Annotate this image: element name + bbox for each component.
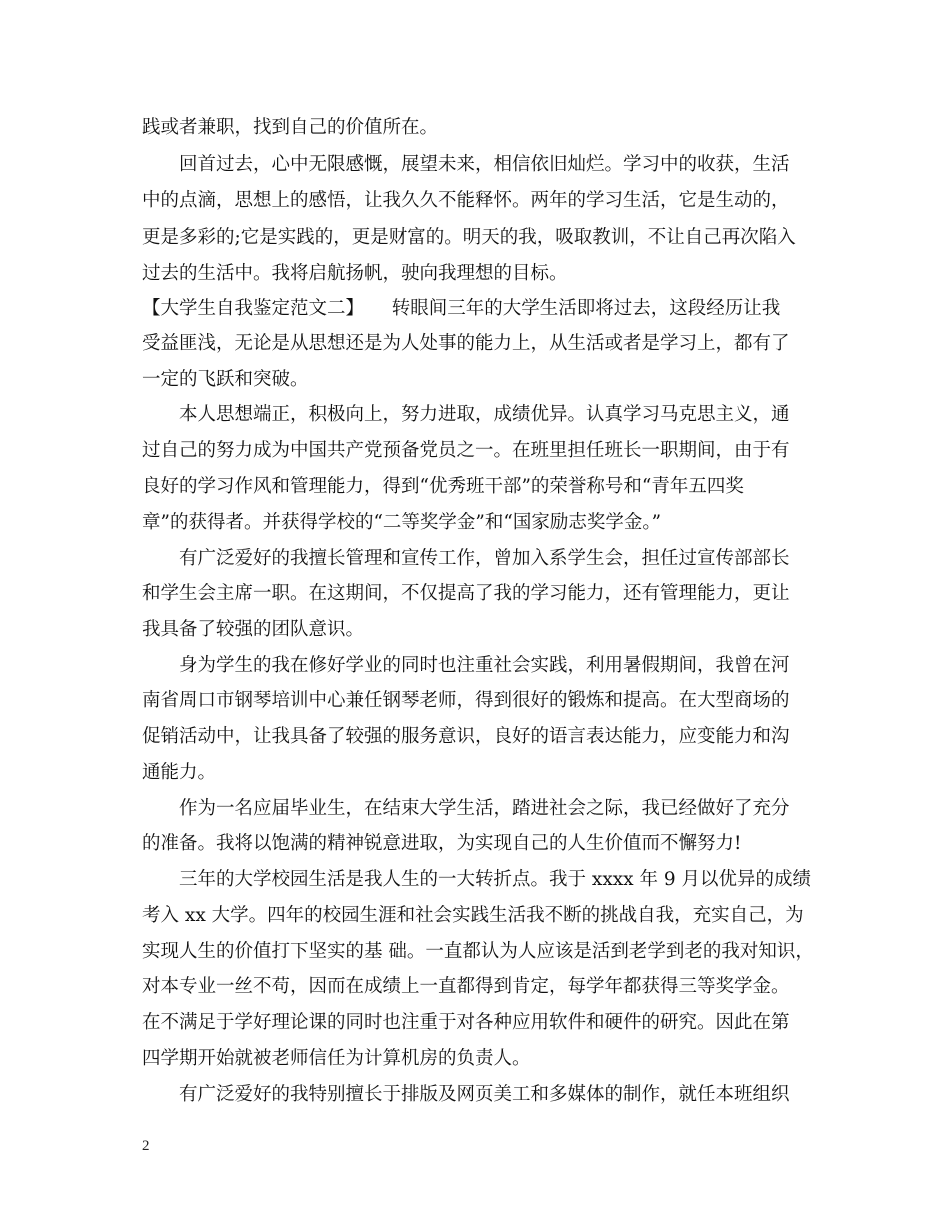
text-line: 的准备。我将以饱满的精神锐意进取，为实现自己的人生价值而不懈努力! xyxy=(142,833,742,854)
text-line: 通能力。 xyxy=(142,762,217,783)
text-line: 有广泛爱好的我特别擅长于排版及网页美工和多媒体的制作，就任本班组织 xyxy=(142,1084,790,1105)
text-line: 过自己的努力成为中国共产党预备党员之一。在班里担任班长一职期间，由于有 xyxy=(142,440,790,461)
text-line: 本人思想端正，积极向上，努力进取，成绩优异。认真学习马克思主义，通 xyxy=(142,404,790,425)
text-line: 三年的大学校园生活是我人生的一大转折点。我于 xxxx 年 9 月以优异的成绩 xyxy=(142,869,812,890)
text-line: 受益匪浅，无论是从思想还是为人处事的能力上，从生活或者是学习上，都有了 xyxy=(142,333,790,354)
text-line: 践或者兼职，找到自己的价值所在。 xyxy=(142,117,439,138)
text-line: 身为学生的我在修好学业的同时也注重社会实践，利用暑假期间，我曾在河 xyxy=(142,655,790,676)
text-line: 中的点滴，思想上的感悟，让我久久不能释怀。两年的学习生活，它是生动的， xyxy=(142,190,790,211)
page-number: 2 xyxy=(142,1138,150,1154)
text-line: 作为一名应届毕业生，在结束大学生活，踏进社会之际，我已经做好了充分 xyxy=(142,798,790,819)
text-line: 考入 xx 大学。四年的校园生涯和社会实践生活我不断的挑战自我，充实自己，为 xyxy=(142,905,804,926)
text-line: 章”的获得者。并获得学校的“二等奖学金”和“国家励志奖学金。” xyxy=(142,512,662,533)
text-line: 有广泛爱好的我擅长管理和宣传工作，曾加入系学生会，担任过宣传部部长 xyxy=(142,548,790,569)
text-line: 在不满足于学好理论课的同时也注重于对各种应用软件和硬件的研究。因此在第 xyxy=(142,1012,790,1033)
text-line: 实现人生的价值打下坚实的基 础。一直都认为人应该是活到老学到老的我对知识， xyxy=(142,941,814,962)
text-line: 一定的飞跃和突破。 xyxy=(142,369,309,390)
text-line: 过去的生活中。我将启航扬帆，驶向我理想的目标。 xyxy=(142,263,568,284)
section-heading-line: 【大学生自我鉴定范文二】 转眼间三年的大学生活即将过去，这段经历让我 xyxy=(142,298,781,319)
text-line: 我具备了较强的团队意识。 xyxy=(142,619,365,640)
text-line: 和学生会主席一职。在这期间，不仅提高了我的学习能力，还有管理能力，更让 xyxy=(142,583,790,604)
text-line: 四学期开始就被老师信任为计算机房的负责人。 xyxy=(142,1048,531,1069)
text-line: 更是多彩的;它是实践的，更是财富的。明天的我，吸取教训，不让自己再次陷入 xyxy=(142,227,796,248)
text-line: 回首过去，心中无限感慨，展望未来，相信依旧灿烂。学习中的收获，生活 xyxy=(142,154,790,175)
text-line: 对本专业一丝不苟，因而在成绩上一直都得到肯定，每学年都获得三等奖学金。 xyxy=(142,976,790,997)
text-line: 促销活动中，让我具备了较强的服务意识，良好的语言表达能力，应变能力和沟 xyxy=(142,726,790,747)
text-line: 良好的学习作风和管理能力，得到“优秀班干部”的荣誉称号和“青年五四奖 xyxy=(142,476,744,497)
text-line: 南省周口市钢琴培训中心兼任钢琴老师，得到很好的锻炼和提高。在大型商场的 xyxy=(142,690,790,711)
